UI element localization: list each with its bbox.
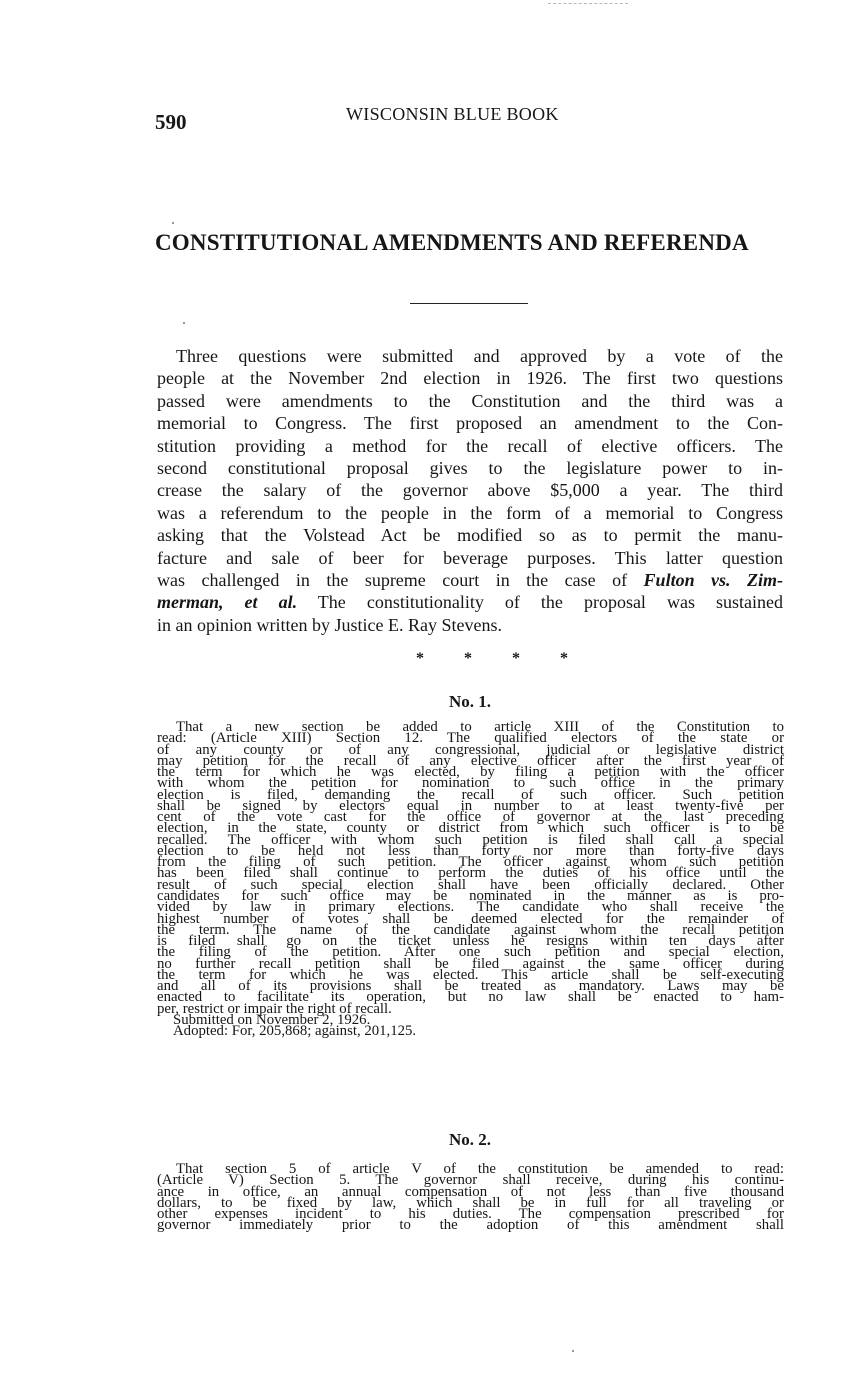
submitted-date: Submitted on November 2, 1926. bbox=[173, 1011, 371, 1028]
text-line: read: (Article XIII) Section 12. The qualified electors of the state or bbox=[157, 730, 784, 747]
text-line bbox=[157, 569, 783, 591]
text-run: in an opinion written by Justice E. Ray Stevens. bbox=[157, 614, 502, 635]
text-line: the term for which he was elected. This article shall be self-executing bbox=[157, 966, 784, 983]
text-line bbox=[157, 412, 783, 434]
text-line: of any county or of any congressional, judicial or legislative district bbox=[157, 741, 784, 758]
text-line: from the filing of such petition. The officer against whom such petition bbox=[157, 854, 784, 871]
intro-paragraph bbox=[157, 345, 783, 636]
text-line: election to be held not less than forty nor more than forty-five days bbox=[157, 842, 784, 859]
text-line: vided by law in primary elections. The candidate who shall receive the bbox=[157, 899, 784, 916]
text-line: candidates for such office may be nominated in the manner as is pro- bbox=[157, 887, 784, 904]
text-line: has been filed shall continue to perform the duties of his office until the bbox=[157, 865, 784, 882]
text-line: may petition for the recall of any elective officer after the first year of bbox=[157, 752, 784, 769]
text-line: cent of the vote cast for the office of governor at the last preceding bbox=[157, 809, 784, 826]
amendment-2-heading: No. 2. bbox=[448, 1130, 492, 1149]
section-separator: * * * * bbox=[416, 650, 586, 667]
text-line bbox=[157, 591, 783, 613]
page-title: CONSTITUTIONAL AMENDMENTS AND REFERENDA bbox=[155, 230, 749, 255]
text-line: ance in office, an annual compensation of not less than five thousand bbox=[157, 1183, 784, 1200]
text-line bbox=[157, 547, 783, 569]
text-run: was challenged in the supreme court in the case of bbox=[157, 570, 644, 591]
text-line: dollars, to be fixed by law, which shall be in full for all traveling or bbox=[157, 1194, 784, 1211]
text-line: enacted to facilitate its operation, but no law shall be enacted to ham- bbox=[157, 989, 784, 1006]
text-line: the term. The name of the candidate against whom the recall petition bbox=[157, 921, 784, 938]
text-line: other expenses incident to his duties. The compensation prescribed for bbox=[157, 1206, 784, 1223]
text-run: people at the November 2nd election in 1926. The first two questions bbox=[157, 368, 783, 389]
text-line: shall be signed by electors equal in number to at least twenty-five per bbox=[157, 797, 784, 814]
text-run: memorial to Congress. The first proposed an amendment to the Con- bbox=[157, 413, 783, 434]
text-run: crease the salary of the governor above $5,000 a year. The third bbox=[157, 480, 783, 501]
text-line bbox=[157, 367, 783, 389]
text-line: per, restrict or impair the right of recall. bbox=[157, 1000, 392, 1017]
text-line bbox=[157, 457, 783, 479]
text-line: the term for which he was elected, by filing a petition with the officer bbox=[157, 764, 784, 781]
text-run: asking that the Volstead Act be modified so as to permit the manu- bbox=[157, 525, 783, 546]
case-citation: merman, et al. bbox=[157, 592, 298, 613]
text-line: is filed shall go on the ticket unless he resigns within ten days after bbox=[157, 933, 784, 950]
text-line: governor immediately prior to the adoption of this amendment shall bbox=[157, 1217, 784, 1234]
text-line bbox=[157, 614, 783, 636]
text-line: That section 5 of article V of the constitution be amended to read: bbox=[176, 1161, 784, 1177]
text-line bbox=[157, 390, 783, 412]
text-line bbox=[157, 524, 783, 546]
text-line: election is filed, demanding the recall of such officer. Such petition bbox=[157, 786, 784, 803]
text-line bbox=[157, 502, 783, 524]
text-run: The constitutionality of the proposal was sustained bbox=[297, 592, 784, 613]
text-run: facture and sale of beer for beverage purposes. This latter question bbox=[157, 547, 783, 568]
text-run: Three questions were submitted and approved by a vote of the bbox=[176, 346, 783, 366]
running-head: WISCONSIN BLUE BOOK bbox=[346, 104, 559, 124]
title-rule bbox=[410, 303, 528, 304]
text-run: second constitutional proposal gives to the legislature power to in- bbox=[157, 458, 783, 479]
text-run: passed were amendments to the Constitution and the third was a bbox=[157, 390, 783, 411]
scan-artifact bbox=[548, 3, 628, 4]
text-line bbox=[157, 435, 783, 457]
text-run: was a referendum to the people in the form of a memorial to Congress bbox=[157, 502, 783, 523]
amendment-1-heading: No. 1. bbox=[448, 692, 492, 711]
speck bbox=[172, 222, 174, 224]
text-line: result of such special election shall have been officially declared. Other bbox=[157, 876, 784, 893]
case-citation: Fulton vs. Zim- bbox=[643, 570, 783, 591]
text-line: and all of its provisions shall be treated as mandatory. Laws may be bbox=[157, 978, 784, 995]
text-line bbox=[157, 345, 783, 367]
text-line: the filing of the petition. After one such petition and special election, bbox=[157, 944, 784, 961]
speck bbox=[572, 1350, 574, 1352]
amendment-2-text bbox=[157, 1161, 784, 1234]
text-run: stitution providing a method for the recall of elective officers. The bbox=[157, 435, 783, 456]
page-number: 590 bbox=[155, 110, 187, 134]
text-line: highest number of votes shall be deemed elected for the remainder of bbox=[157, 910, 784, 927]
text-line: That a new section be added to article XIII of the Constitution to bbox=[176, 719, 784, 735]
text-line: with whom the petition for nomination to such office in the primary bbox=[157, 775, 784, 792]
text-line: (Article V) Section 5. The governor shall receive, during his continu- bbox=[157, 1172, 784, 1189]
speck bbox=[183, 322, 185, 324]
text-line: recalled. The officer with whom such petition is filed shall call a special bbox=[157, 831, 784, 848]
amendment-1-text bbox=[157, 719, 784, 1040]
text-line: election, in the state, county or district from which such officer is to be bbox=[157, 820, 784, 837]
vote-result: Adopted: For, 205,868; against, 201,125. bbox=[173, 1023, 417, 1040]
text-line: no further recall petition shall be filed against the same officer during bbox=[157, 955, 784, 972]
text-line bbox=[157, 479, 783, 501]
